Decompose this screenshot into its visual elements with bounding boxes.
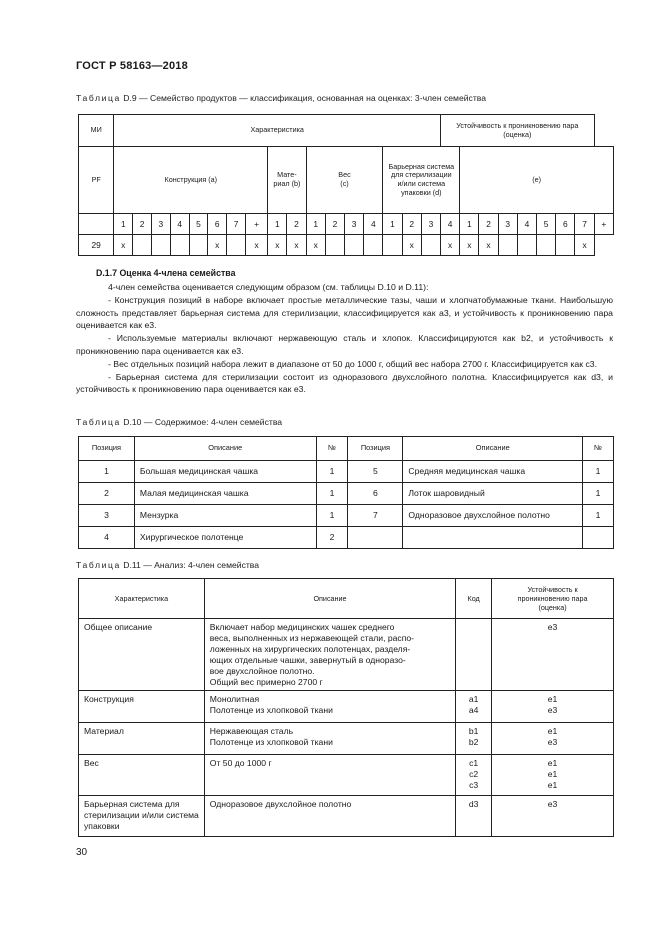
num-cell: 2	[287, 214, 306, 235]
mark-cell: x	[245, 235, 267, 256]
table-row	[79, 527, 614, 549]
description-cell: Средняя медицинская чашка	[403, 461, 583, 483]
grade-line: е1	[547, 694, 558, 704]
position-cell: 7	[348, 505, 403, 527]
table-d10-caption	[76, 417, 282, 427]
column-header: Описание	[134, 437, 316, 461]
caption-label: Таблица	[76, 417, 121, 427]
grade-line: е3	[547, 705, 558, 715]
barrier-header: Барьерная система для стерилизации и/или система упаковки (d)	[383, 147, 460, 214]
grade-cell: е3	[492, 796, 614, 837]
code-line: а4	[468, 705, 479, 715]
mark-cell: x	[479, 235, 498, 256]
num-cell: 5	[189, 214, 208, 235]
grade-cell	[492, 755, 614, 796]
e-header: (e)	[460, 147, 614, 214]
grade-line: е1	[547, 769, 558, 779]
column-header: Устойчивость к проникновению пара (оценка)	[492, 579, 614, 619]
characteristic-cell: Барьерная система для стерилизации и/или система упаковки	[79, 796, 205, 837]
num-cell: 1	[306, 214, 325, 235]
table-d11-caption	[76, 560, 259, 570]
count-cell: 1	[583, 483, 614, 505]
table-row	[79, 461, 614, 483]
column-header: Позиция	[79, 437, 135, 461]
characteristic-cell: Конструкция	[79, 691, 205, 723]
characteristic-header: Характеристика	[114, 115, 441, 147]
description-cell	[204, 619, 455, 691]
position-cell	[348, 527, 403, 549]
table-header-row	[79, 579, 614, 619]
mark-cell: x	[441, 235, 460, 256]
column-header: №	[583, 437, 614, 461]
num-cell: 6	[556, 214, 575, 235]
code-line: b1	[468, 726, 479, 736]
table-d11	[78, 578, 614, 837]
paragraph: - Вес отдельных позиций набора лежит в диапазоне от 50 до 1000 г, общий вес набора 2700 г. Классифицируется как с3.	[108, 358, 598, 369]
description-line: Общий вес примерно 2700 г	[209, 677, 323, 687]
position-cell: 3	[79, 505, 135, 527]
grade-line: е1	[547, 780, 558, 790]
code-cell: d3	[456, 796, 492, 837]
position-cell: 6	[348, 483, 403, 505]
num-cell: 3	[498, 214, 517, 235]
row-id-cell: 29	[79, 235, 114, 256]
num-cell: 3	[151, 214, 170, 235]
grade-cell: е3	[492, 619, 614, 691]
description-cell: Малая медицинская чашка	[134, 483, 316, 505]
column-header: Описание	[204, 579, 455, 619]
material-header: Мате-риал (b)	[268, 147, 306, 214]
mi-header: МИ	[79, 115, 114, 147]
num-cell: 2	[133, 214, 152, 235]
column-header: №	[316, 437, 348, 461]
description-cell	[403, 527, 583, 549]
grade-line: е1	[547, 726, 558, 736]
description-cell: Одноразовое двухслойное полотно	[204, 796, 455, 837]
caption-text: D.9 — Семейство продуктов — классификация, основанная на оценках: 3-член семейства	[123, 93, 487, 103]
description-cell: Большая медицинская чашка	[134, 461, 316, 483]
description-line: Полотенце из хлопковой ткани	[209, 737, 333, 747]
column-header: Характеристика	[79, 579, 205, 619]
caption-text: D.10 — Содержимое: 4-член семейства	[123, 417, 283, 427]
code-cell	[456, 691, 492, 723]
grade-line: е3	[547, 737, 558, 747]
page-number: 30	[76, 847, 88, 858]
mark-cell	[227, 235, 246, 256]
caption-label: Таблица	[76, 560, 121, 570]
mark-cell	[189, 235, 208, 256]
description-line: Включает набор медицинских чашек среднего	[209, 622, 395, 632]
section-body	[76, 281, 613, 396]
description-cell: Хирургическое полотенце	[134, 527, 316, 549]
characteristic-cell: Вес	[79, 755, 205, 796]
num-cell: 7	[227, 214, 246, 235]
column-header: Код	[456, 579, 492, 619]
mark-cell: x	[306, 235, 325, 256]
position-cell: 2	[79, 483, 135, 505]
description-line: Полотенце из хлопковой ткани	[209, 705, 333, 715]
section-title: D.1.7 Оценка 4-члена семейства	[96, 268, 236, 278]
code-cell	[456, 755, 492, 796]
caption-label: Таблица	[76, 93, 121, 103]
num-cell: 4	[517, 214, 536, 235]
paragraph: - Конструкция позиций в наборе включает простые металлические тазы, чаши и хлопчатобумажные ткани. Наибольшую сложность представляет барьерная система для стерилизации, классифицируется как а3, и устойчивость к проникновению пара оценивается как е3.	[76, 294, 613, 331]
number-row	[79, 214, 614, 235]
mark-cell	[364, 235, 383, 256]
mark-cell: x	[114, 235, 133, 256]
mark-cell: x	[287, 235, 306, 256]
num-cell: 1	[460, 214, 479, 235]
column-header: Описание	[403, 437, 583, 461]
count-cell: 1	[583, 505, 614, 527]
mark-cell	[133, 235, 152, 256]
weight-header: Вес (c)	[306, 147, 383, 214]
mark-cell	[325, 235, 344, 256]
num-cell: 2	[402, 214, 421, 235]
table-row	[79, 505, 614, 527]
characteristic-cell: Материал	[79, 723, 205, 755]
code-cell	[456, 723, 492, 755]
table-row	[79, 619, 614, 691]
num-cell: 4	[441, 214, 460, 235]
mark-cell	[151, 235, 170, 256]
mark-cell	[498, 235, 517, 256]
paragraph: - Используемые материалы включают нержавеющую сталь и хлопок. Классифицируются как b2, и устойчивость к проникновению пара оценивается как е3.	[76, 333, 613, 356]
resistance-header: Устойчивость к проникновению пара (оценка)	[441, 115, 595, 147]
mark-cell	[517, 235, 536, 256]
num-cell: 4	[170, 214, 189, 235]
position-cell: 5	[348, 461, 403, 483]
description-cell	[204, 723, 455, 755]
num-cell: 1	[268, 214, 287, 235]
pf-header: PF	[79, 147, 114, 214]
mark-cell: x	[575, 235, 594, 256]
count-cell: 1	[316, 505, 348, 527]
document-header: ГОСТ Р 58163—2018	[76, 60, 188, 72]
table-row	[79, 235, 614, 256]
num-cell: 2	[325, 214, 344, 235]
mark-cell	[383, 235, 402, 256]
grade-cell	[492, 691, 614, 723]
num-cell: 2	[479, 214, 498, 235]
table-row	[79, 796, 614, 837]
code-line: с3	[469, 780, 479, 790]
mark-cell	[421, 235, 440, 256]
column-header: Позиция	[348, 437, 403, 461]
num-cell: 4	[364, 214, 383, 235]
mark-cell: x	[460, 235, 479, 256]
description-cell: От 50 до 1000 г	[204, 755, 455, 796]
count-cell: 1	[316, 483, 348, 505]
mark-cell: x	[268, 235, 287, 256]
count-cell: 1	[316, 461, 348, 483]
mark-cell	[537, 235, 556, 256]
code-line: b2	[468, 737, 479, 747]
num-cell: 5	[537, 214, 556, 235]
mark-cell	[345, 235, 364, 256]
mark-cell: x	[402, 235, 421, 256]
construction-header: Конструкция (a)	[114, 147, 268, 214]
description-cell: Одноразовое двухслойное полотно	[403, 505, 583, 527]
description-line: Монолитная	[209, 694, 260, 704]
num-cell: 1	[114, 214, 133, 235]
num-cell: 3	[421, 214, 440, 235]
paragraph: - Барьерная система для стерилизации состоит из одноразового двухслойного полотна. Классифицируется как d3, и устойчивость к проникновению пара оценивается как е3.	[76, 371, 613, 395]
description-cell: Лоток шаровидный	[403, 483, 583, 505]
description-cell	[204, 691, 455, 723]
table-header-row	[79, 437, 614, 461]
description-line: ложенных на хирургических полотенцах, разделя-	[209, 644, 411, 654]
code-line: с2	[469, 769, 479, 779]
grade-cell	[492, 723, 614, 755]
num-cell: 3	[345, 214, 364, 235]
num-cell: +	[245, 214, 267, 235]
description-cell: Мензурка	[134, 505, 316, 527]
description-line: Нержавеющая сталь	[209, 726, 294, 736]
table-row	[79, 723, 614, 755]
mark-cell	[556, 235, 575, 256]
num-cell: 1	[383, 214, 402, 235]
table-row	[79, 483, 614, 505]
mark-cell	[170, 235, 189, 256]
position-cell: 4	[79, 527, 135, 549]
position-cell: 1	[79, 461, 135, 483]
grade-line: е1	[547, 758, 558, 768]
count-cell: 2	[316, 527, 348, 549]
table-row	[79, 755, 614, 796]
count-cell	[583, 527, 614, 549]
description-line: вое двухслойное полотно.	[209, 666, 315, 676]
table-row	[79, 691, 614, 723]
caption-text: D.11 — Анализ: 4-член семейства	[123, 560, 260, 570]
mark-cell: x	[208, 235, 227, 256]
table-d9	[78, 114, 614, 256]
paragraph: 4-член семейства оценивается следующим образом (см. таблицы D.10 и D.11):	[108, 282, 429, 292]
description-line: ющих отдельные чашки, завернутый в одноразо-	[209, 655, 406, 665]
num-cell: 6	[208, 214, 227, 235]
count-cell: 1	[583, 461, 614, 483]
num-cell: +	[594, 214, 613, 235]
code-line: с1	[469, 758, 479, 768]
characteristic-cell: Общее описание	[79, 619, 205, 691]
num-cell: 7	[575, 214, 594, 235]
code-line: а1	[468, 694, 479, 704]
description-line: веса, выполненных из нержавеющей стали, распо-	[209, 633, 415, 643]
table-d10	[78, 436, 614, 549]
table-d9-caption	[76, 93, 486, 103]
